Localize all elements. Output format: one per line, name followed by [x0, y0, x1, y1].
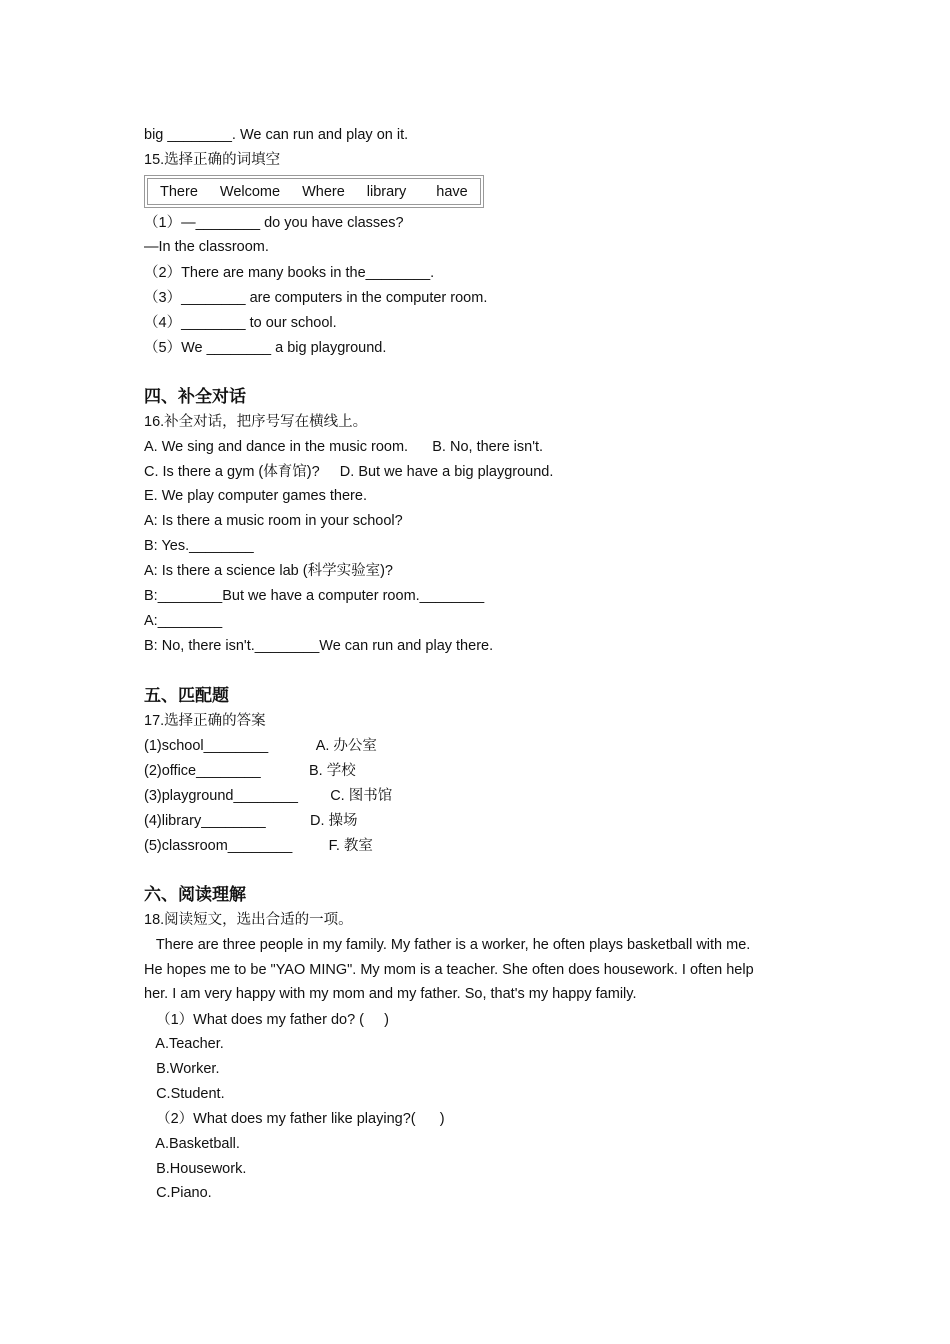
q16-title: 16.补全对话，把序号写在横线上。 [144, 414, 368, 430]
section-4-heading: 四、补全对话 [144, 387, 246, 407]
section-6-heading: 六、阅读理解 [144, 885, 246, 905]
q15-title: 15.选择正确的词填空 [144, 152, 281, 168]
q17-match-row: (3)playground________ C. 图书馆 [144, 788, 393, 804]
word-bank-item: There [160, 183, 198, 200]
word-bank-box [144, 175, 484, 208]
q15-item-1a: （1）—________ do you have classes? [144, 215, 404, 231]
q18-option: B.Worker. [144, 1061, 220, 1077]
q18-option: C.Piano. [144, 1185, 212, 1201]
q16-options-cd: C. Is there a gym (体育馆)? D. But we have a big playground. [144, 464, 554, 480]
q16-dialog-line: A: Is there a science lab (科学实验室)? [144, 563, 393, 579]
q18-option: A.Basketball. [144, 1136, 240, 1152]
word-bank-item: Welcome [219, 183, 281, 200]
q15-item-2: （2）There are many books in the________. [144, 265, 435, 281]
q16-option-e: E. We play computer games there. [144, 488, 367, 504]
word-bank-item: library [366, 183, 407, 200]
q14-tail: big ________. We can run and play on it. [144, 127, 409, 143]
q17-title: 17.选择正确的答案 [144, 713, 266, 729]
q18-option: C.Student. [144, 1086, 225, 1102]
q18-option: B.Housework. [144, 1161, 247, 1177]
q16-dialog-line: B:________But we have a computer room.________ [144, 588, 485, 604]
q15-item-5: （5）We ________ a big playground. [144, 340, 387, 356]
section-5-heading: 五、匹配题 [144, 686, 229, 706]
q16-dialog-line: B: Yes.________ [144, 538, 254, 554]
q15-item-4: （4）________ to our school. [144, 315, 337, 331]
q17-match-row: (2)office________ B. 学校 [144, 763, 356, 779]
q16-options-ab: A. We sing and dance in the music room. B. No, there isn't. [144, 439, 544, 455]
q18-question-1: （1）What does my father do? ( ) [144, 1012, 389, 1028]
q18-passage-line: her. I am very happy with my mom and my father. So, that's my happy family. [144, 986, 637, 1002]
q16-dialog-line: B: No, there isn't.________We can run and play there. [144, 638, 494, 654]
q18-option: A.Teacher. [144, 1036, 224, 1052]
word-bank-item: have [436, 183, 468, 200]
q16-dialog-line: A:________ [144, 613, 223, 629]
q17-match-row: (1)school________ A. 办公室 [144, 738, 377, 754]
q17-match-row: (5)classroom________ F. 教室 [144, 838, 373, 854]
q18-passage-line: He hopes me to be "YAO MING". My mom is a teacher. She often does housework. I often help [144, 962, 754, 978]
q15-item-3: （3）________ are computers in the computer room. [144, 290, 488, 306]
q18-question-2: （2）What does my father like playing?( ) [144, 1111, 445, 1127]
word-bank-item: Where [302, 183, 345, 200]
q15-item-1b: —In the classroom. [144, 239, 269, 255]
q18-title: 18.阅读短文，选出合适的一项。 [144, 912, 353, 928]
q16-dialog-line: A: Is there a music room in your school? [144, 513, 403, 529]
q18-passage-line: There are three people in my family. My father is a worker, he often plays basketball with me. [144, 937, 751, 953]
q17-match-row: (4)library________ D. 操场 [144, 813, 358, 829]
